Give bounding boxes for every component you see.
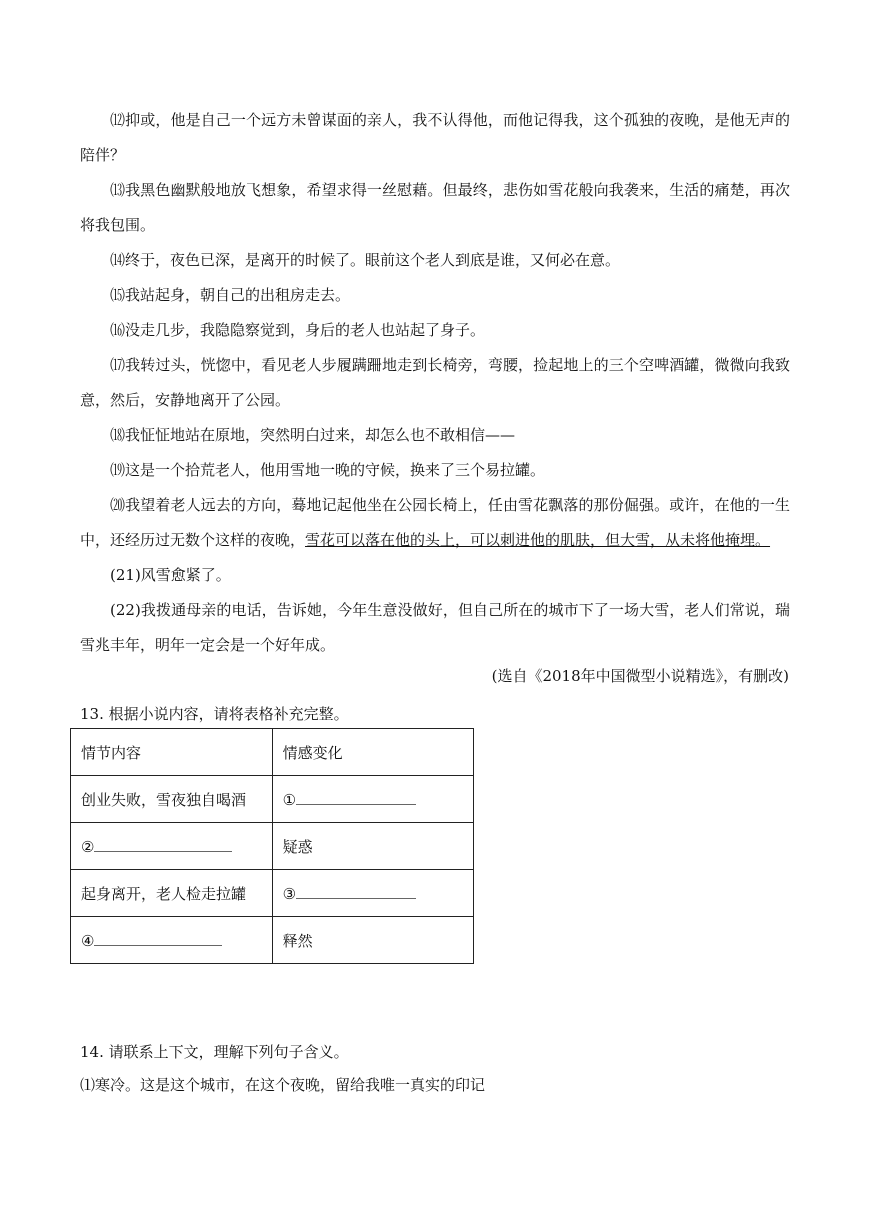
paragraph-13: ⒀我黑色幽默般地放飞想象，希望求得一丝慰藉。但最终，悲伤如雪花般向我袭来，生活的痛楚，再次将我包围。 [80,181,790,234]
question-14-item-1: ⑴寒冷。这是这个城市，在这个夜晚，留给我唯一真实的印记 [80,1076,486,1094]
plot-emotion-table [70,728,474,964]
cell-emotion: 释然 [272,917,473,964]
question-13-prompt: 13. 根据小说内容，请将表格补充完整。 [80,705,349,723]
blank-number: ② [81,837,95,856]
cell-plot: 起身离开，老人检走拉罐 [71,870,273,917]
blank-number: ④ [81,931,95,950]
table-row [71,917,474,964]
table-header-row [71,729,474,776]
table-row [71,870,474,917]
cell-emotion [272,870,473,917]
paragraph-21: (21)风雪愈紧了。 [110,566,231,584]
paragraph-22: (22)我拨通母亲的电话，告诉她，今年生意没做好，但自己所在的城市下了一场大雪，老人们常说，瑞雪兆丰年，明年一定会是一个好年成。 [80,601,790,654]
table-row [71,776,474,823]
header-emotion: 情感变化 [272,729,473,776]
paragraph-16: ⒃没走几步，我隐隐察觉到，身后的老人也站起了身子。 [110,321,486,339]
source-citation: (选自《2018年中国微型小说精选》，有删改) [491,667,789,685]
question-14-prompt: 14. 请联系上下文，理解下列句子含义。 [80,1043,349,1061]
paragraph-18: ⒅我怔怔地站在原地，突然明白过来，却怎么也不敢相信—— [110,426,516,444]
answer-blank[interactable] [296,790,416,805]
answer-blank[interactable] [94,931,222,946]
paragraph-14: ⒁终于，夜色已深，是离开的时候了。眼前这个老人到底是谁，又何必在意。 [110,251,621,269]
cell-emotion [272,776,473,823]
underlined-sentence: 雪花可以落在他的头上，可以刺进他的肌肤，但大雪，从未将他掩埋。 [305,531,771,549]
header-plot: 情节内容 [71,729,273,776]
cell-plot: 创业失败，雪夜独自喝酒 [71,776,273,823]
blank-number: ① [282,790,297,809]
cell-plot [71,823,273,870]
cell-plot [71,917,273,964]
answer-blank[interactable] [94,837,232,852]
paragraph-12: ⑿抑或，他是自己一个远方未曾谋面的亲人，我不认得他，而他记得我，这个孤独的夜晚，是他无声的陪伴？ [80,111,790,164]
answer-blank[interactable] [296,884,416,899]
paragraph-20 [80,488,790,558]
cell-emotion: 疑惑 [272,823,473,870]
paragraph-17: ⒄我转过头，恍惚中，看见老人步履蹒跚地走到长椅旁，弯腰，捡起地上的三个空啤酒罐，微微向我致意，然后，安静地离开了公园。 [80,356,790,409]
paragraph-20-text: ⒇我望着老人远去的方向，蓦地记起他坐在公园长椅上，任由雪花飘落的那份倔强。或许，在他的一生中，还经历过无数个这样的夜晚， [80,496,790,549]
paragraph-15: ⒂我站起身，朝自己的出租房走去。 [110,286,351,304]
blank-number: ③ [282,884,297,903]
table-row [71,823,474,870]
paragraph-19: ⒆这是一个拾荒老人，他用雪地一晚的守候，换来了三个易拉罐。 [110,461,546,479]
